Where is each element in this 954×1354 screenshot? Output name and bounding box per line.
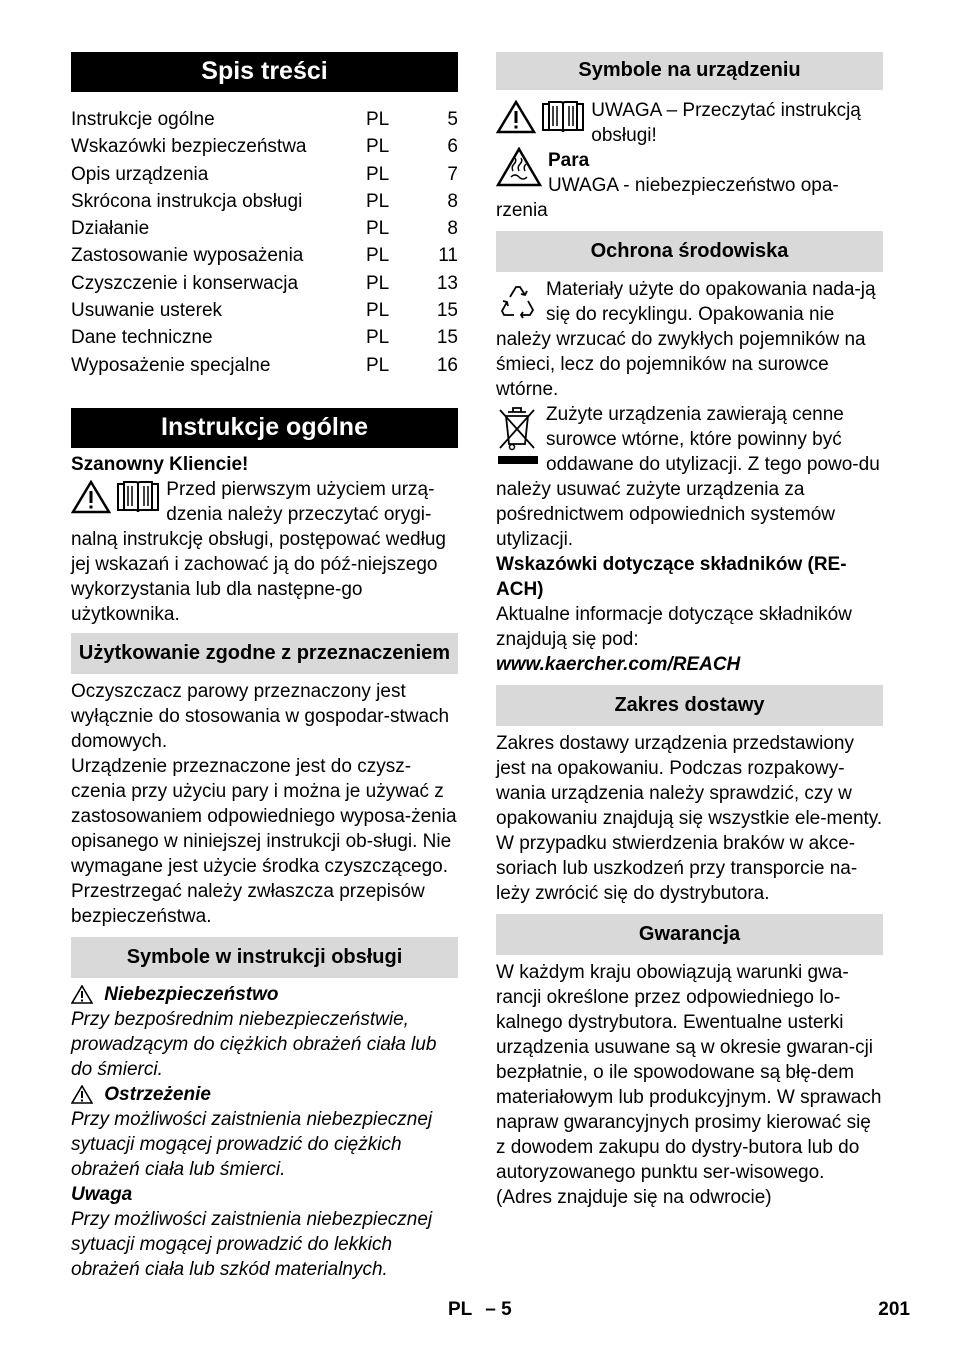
warning-manual-icons (496, 100, 585, 134)
toc-row[interactable] (71, 106, 458, 133)
left-column (71, 52, 458, 1282)
warning-small-icon (71, 985, 93, 1004)
table-of-contents (71, 106, 458, 379)
toc-entry-page: 11 (438, 245, 458, 267)
toc-entry-title: Skrócona instrukcja obsługi (71, 190, 303, 212)
toc-row[interactable] (71, 297, 458, 324)
toc-entry-lang: PL (366, 300, 390, 322)
crossed-bin-icon (496, 404, 540, 468)
toc-row[interactable] (71, 133, 458, 160)
warning-manual-icons (71, 480, 160, 514)
steam-label: Para (548, 150, 590, 171)
toc-entry-lang: PL (366, 190, 390, 212)
warranty-heading: Gwarancja (496, 914, 883, 955)
danger-label-row (71, 982, 458, 1007)
toc-row[interactable] (71, 242, 458, 269)
manual-book-icon (541, 100, 585, 134)
caution-text: Przy możliwości zaistnienia niebezpiecznej sytuacji mogącej prowadzić do lekkich obrażeń ciała lub szkód materialnych. (71, 1208, 433, 1280)
steam-text: UWAGA - niebezpieczeństwo opa-rzenia (496, 175, 839, 221)
warning-triangle-icon (496, 100, 536, 134)
packaging-paragraph: Materiały użyte do opakowania nada-ją się do recyklingu. Opakowania nie należy wrzucać do zwykłych pojemników na śmieci, lecz do pojemników na surowce wtórne. (496, 279, 876, 400)
environment-heading: Ochrona środowiska (496, 231, 883, 272)
warning-triangle-icon (71, 480, 111, 514)
toc-entry-lang: PL (366, 272, 390, 294)
delivery-p2: W przypadku stwierdzenia braków w akce-soriach lub uszkodzeń przy transporcie na-leży zwrócić się do dystrybutora. (496, 833, 858, 904)
danger-label: Niebezpieczeństwo (104, 983, 279, 1005)
warning-label-row (71, 1082, 458, 1107)
toc-entry-lang: PL (366, 245, 390, 267)
toc-row[interactable] (71, 215, 458, 242)
toc-entry-page: 5 (447, 109, 458, 130)
toc-row[interactable] (71, 188, 458, 215)
steam-row (496, 148, 883, 223)
general-heading: Instrukcje ogólne (71, 408, 458, 448)
greeting: Szanowny Kliencie! (71, 453, 249, 475)
toc-entry-page: 8 (447, 190, 458, 212)
recycling-icon (496, 281, 540, 321)
reach-link[interactable]: www.kaercher.com/REACH (496, 654, 741, 675)
footer-page-number: 201 (878, 1299, 910, 1320)
toc-entry-title: Zastosowanie wyposażenia (71, 245, 304, 267)
toc-entry-lang: PL (366, 218, 390, 240)
toc-row[interactable] (71, 324, 458, 351)
toc-entry-lang: PL (366, 136, 390, 158)
toc-entry-title: Opis urządzenia (71, 163, 209, 185)
delivery-p1: Zakres dostawy urządzenia przedstawiony jest na opakowaniu. Podczas rozpakowy-wania urządzenia należy sprawdzić, czy w opakowaniu znajdują się wszystkie ele-menty. (496, 733, 883, 829)
warning-label: Ostrzeżenie (104, 1083, 211, 1105)
toc-entry-page: 8 (447, 218, 458, 240)
toc-entry-page: 13 (436, 272, 458, 294)
warning-text: Przy możliwości zaistnienia niebezpiecznej sytuacji mogącej prowadzić do ciężkich obrażeń ciała lub śmierci. (71, 1108, 433, 1180)
toc-entry-title: Działanie (71, 218, 150, 240)
toc-entry-title: Dane techniczne (71, 327, 213, 349)
toc-entry-lang: PL (366, 354, 390, 376)
manual-symbols-heading: Symbole w instrukcji obsługi (71, 937, 458, 978)
toc-entry-page: 16 (436, 354, 458, 376)
danger-text: Przy bezpośrednim niebezpieczeństwie, prowadzącym do ciężkich obrażeń ciała lub do śmierci. (71, 1008, 437, 1080)
warranty-p2: (Adres znajduje się na odwrocie) (496, 1187, 772, 1208)
toc-entry-lang: PL (366, 109, 390, 130)
read-manual-row: UWAGA – Przeczytać instrukcją obsługi! (496, 98, 883, 148)
footer-section-page: – 5 (485, 1299, 512, 1320)
caution-label: Uwaga (71, 1183, 133, 1205)
toc-entry-title: Instrukcje ogólne (71, 109, 215, 130)
toc-row[interactable] (71, 270, 458, 297)
warning-small-icon (71, 1085, 93, 1104)
intended-use-p2: Urządzenie przeznaczone jest do czysz-czenia przy użyciu pary i można je używać z zastosowaniem odpowiedniego wyposa-żenia opisanego w niniejszej instrukcji ob-sługi. Nie wymagane jest użycie środka czyszczącego. Przestrzegać należy zwłaszcza przepisów bezpieczeństwa. (71, 755, 457, 927)
delivery-heading: Zakres dostawy (496, 685, 883, 726)
toc-entry-title: Wskazówki bezpieczeństwa (71, 136, 307, 158)
intended-use-p1: Oczyszczacz parowy przeznaczony jest wyłącznie do stosowania w gospodar-stwach domowych. (71, 680, 450, 752)
right-column (496, 52, 883, 1210)
toc-entry-page: 6 (447, 136, 458, 158)
reach-text: Aktualne informacje dotyczące składników znajdują się pod: (496, 604, 852, 650)
intro-paragraph: Przed pierwszym użyciem urzą-dzenia należy przeczytać orygi-nalną instrukcję obsługi, postępować według jej wskazań i zachować ją do póź-niejszego wykorzystania lub dla następne-go użytkownika. (71, 478, 446, 625)
reach-heading: Wskazówki dotyczące składników (RE-ACH) (496, 554, 847, 600)
toc-row[interactable] (71, 161, 458, 188)
toc-entry-title: Czyszczenie i konserwacja (71, 272, 299, 294)
toc-entry-page: 15 (436, 327, 458, 349)
intended-use-heading: Użytkowanie zgodne z przeznaczeniem (71, 633, 458, 674)
toc-entry-page: 7 (447, 163, 458, 185)
footer-section-code: PL (448, 1299, 472, 1320)
toc-entry-lang: PL (366, 163, 390, 185)
toc-row[interactable] (71, 352, 458, 379)
steam-warning-icon (496, 147, 542, 187)
toc-heading: Spis treści (71, 52, 458, 92)
toc-entry-title: Usuwanie usterek (71, 300, 223, 322)
toc-entry-page: 15 (436, 300, 458, 322)
footer-section (448, 1297, 512, 1322)
toc-entry-lang: PL (366, 327, 390, 349)
warranty-p1: W każdym kraju obowiązują warunki gwa-rancji określone przez odpowiedniego lo-kalnego dystrybutora. Ewentualne usterki urządzenia usuwane są w okresie gwaran-cji bezpłatnie, o ile spowodowane są błę-dem materiałowym lub produkcyjnym. W sprawach napraw gwarancyjnych prosimy kierować się z dowodem zakupu do dystry-butora lub do autoryzowanego punktu ser-wisowego. (496, 962, 882, 1183)
disposal-paragraph: Zużyte urządzenia zawierają cenne surowce wtórne, które powinny być oddawane do utylizacji. Z tego powo-du należy usuwać zużyte urządzenia za pośrednictwem odpowiednich systemów utylizacji. (496, 404, 880, 550)
device-symbols-heading: Symbole na urządzeniu (496, 52, 883, 90)
manual-book-icon (116, 480, 160, 514)
toc-entry-title: Wyposażenie specjalne (71, 354, 271, 376)
